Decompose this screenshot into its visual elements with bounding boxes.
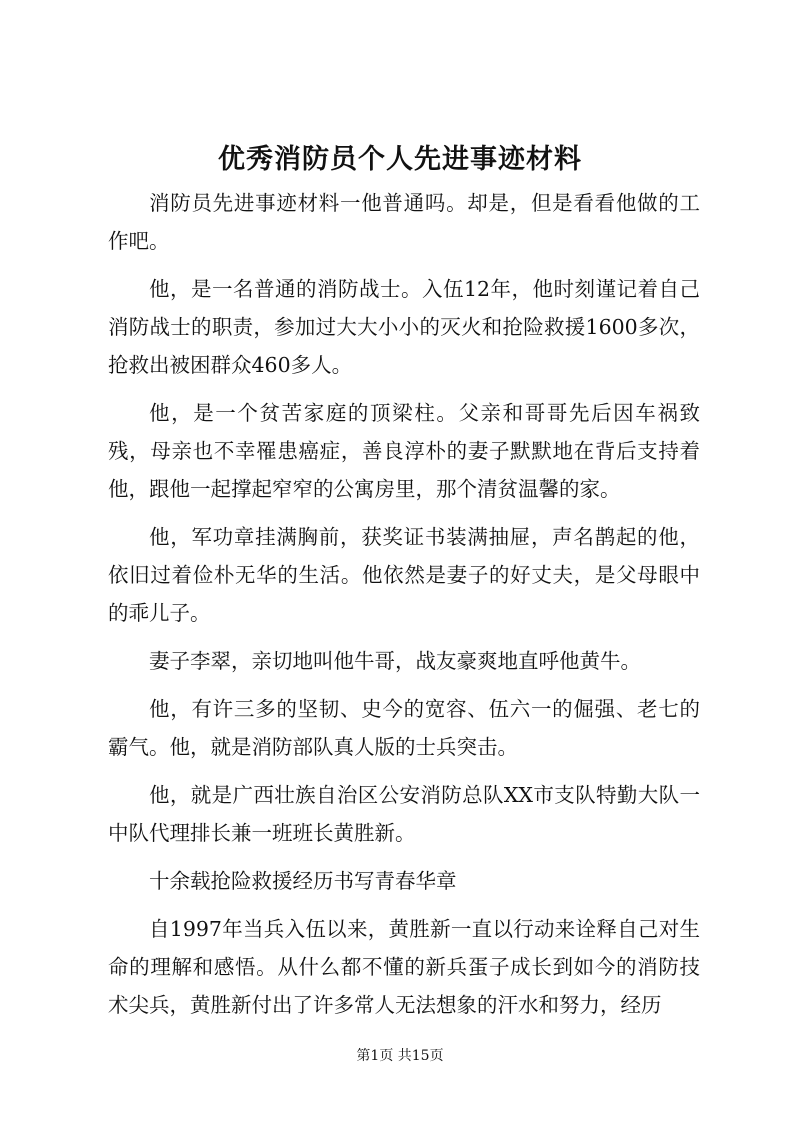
paragraph: 他，军功章挂满胸前，获奖证书装满抽屉，声名鹊起的他，依旧过着俭朴无华的生活。他依然是妻子的好丈夫，是父母眼中的乖儿子。 [108,525,700,625]
paragraph: 自1997年当兵入伍以来，黄胜新一直以行动来诠释自己对生命的理解和感悟。从什么都不懂的新兵蛋子成长到如今的消防技术尖兵，黄胜新付出了许多常人无法想象的汗水和努力，经历 [108,917,700,1017]
page-footer: 第1页 共15页 [356,1048,444,1064]
paragraph: 他，是一名普通的消防战士。入伍12年，他时刻谨记着自己消防战士的职责，参加过大大小小的灭火和抢险救援1600多次，抢救出被困群众460多人。 [108,277,700,377]
paragraph: 消防员先进事迹材料一他普通吗。却是，但是看看他做的工作吧。 [108,191,700,253]
paragraph: 他，是一个贫苦家庭的顶梁柱。父亲和哥哥先后因车祸致残，母亲也不幸罹患癌症，善良淳朴的妻子默默地在背后支持着他，跟他一起撑起窄窄的公寓房里，那个清贫温馨的家。 [108,401,700,501]
section-heading: 十余载抢险救援经历书写青春华章 [149,869,457,893]
document-body [108,184,700,1034]
paragraph: 妻子李翠，亲切地叫他牛哥，战友豪爽地直呼他黄牛。 [149,649,641,673]
paragraph: 他，就是广西壮族自治区公安消防总队XX市支队特勤大队一中队代理排长兼一班班长黄胜新。 [108,783,700,845]
document-title: 优秀消防员个人先进事迹材料 [218,144,582,175]
paragraph: 他，有许三多的坚韧、史今的宽容、伍六一的倔强、老七的霸气。他，就是消防部队真人版的士兵突击。 [108,697,700,759]
